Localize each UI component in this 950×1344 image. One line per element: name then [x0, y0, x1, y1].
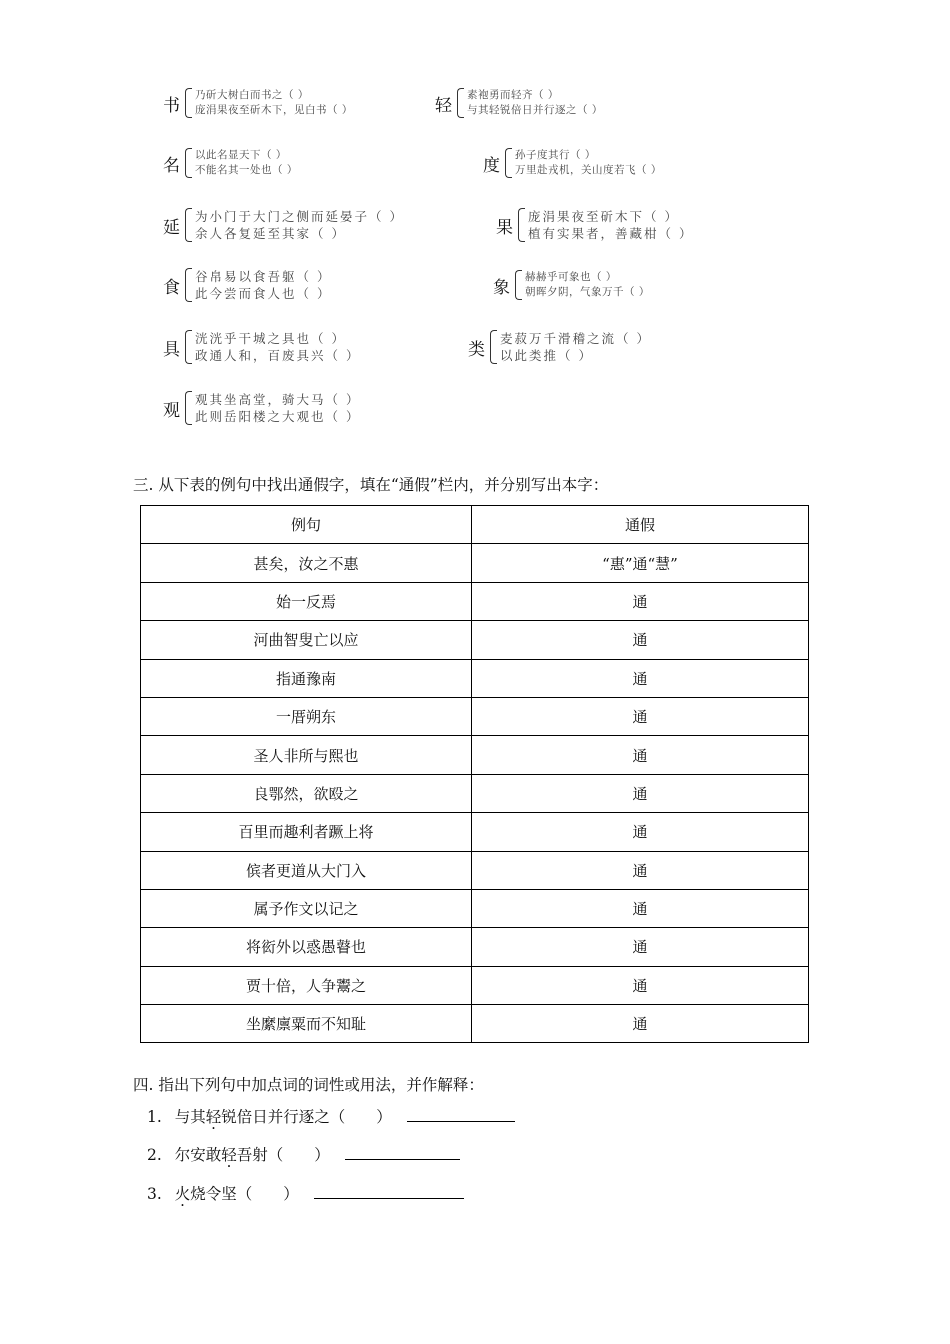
table-row	[141, 774, 809, 812]
question-2	[147, 1143, 460, 1165]
brace	[185, 148, 192, 178]
example-cell: 始一反焉	[141, 582, 472, 620]
example-cell: 一厝朔东	[141, 697, 472, 735]
table-row	[141, 966, 809, 1004]
table-header-row	[141, 506, 809, 544]
entry-shu	[163, 88, 353, 118]
entry-head: 轻	[435, 95, 452, 116]
tongjia-table	[140, 505, 809, 1043]
table-row	[141, 889, 809, 927]
entry-line: 洸洸乎干城之具也（ ）	[195, 331, 346, 346]
question-text-pre: 与其	[174, 1108, 206, 1126]
answer-cell[interactable]: “惠”通“慧”	[472, 544, 809, 582]
table-row	[141, 1005, 809, 1043]
table-row	[141, 544, 809, 582]
answer-blank[interactable]	[314, 1184, 464, 1199]
question-3	[147, 1182, 464, 1204]
example-cell: 将衒外以惑愚瞽也	[141, 928, 472, 966]
example-cell: 坐縻廪粟而不知耻	[141, 1005, 472, 1043]
entry-ming	[163, 148, 298, 178]
entry-yan	[163, 208, 404, 242]
question-text-pre: 尔安敢	[174, 1146, 222, 1164]
entry-lei	[468, 330, 651, 364]
answer-cell[interactable]: 通	[472, 659, 809, 697]
entry-shi	[163, 268, 331, 302]
entry-line: 与其轻锐倍日并行逐之（ ）	[467, 104, 603, 116]
answer-cell[interactable]: 通	[472, 621, 809, 659]
entry-line: 此今尝而食人也（ ）	[195, 286, 332, 301]
answer-blank[interactable]	[345, 1145, 460, 1160]
answer-cell[interactable]: 通	[472, 774, 809, 812]
question-number: 2.	[147, 1146, 162, 1164]
entry-line: 不能名其一处也（ ）	[195, 164, 298, 176]
entry-line: 庞涓果夜至斫木下（ ）	[528, 209, 679, 224]
entry-line: 政通人和，百废具兴（ ）	[195, 348, 361, 363]
entry-line: 素袍勇而轻齐（ ）	[467, 89, 559, 101]
example-cell: 指通豫南	[141, 659, 472, 697]
entry-guan	[163, 391, 360, 425]
entry-head: 果	[496, 217, 513, 238]
entry-line: 麦菽万千滑稽之流（ ）	[500, 331, 651, 346]
entry-line: 乃斫大树白而书之（ ）	[195, 89, 309, 101]
example-cell: 圣人非所与熙也	[141, 736, 472, 774]
entry-line: 以此类推（ ）	[500, 348, 593, 363]
entry-head: 度	[483, 155, 500, 176]
example-cell: 河曲智叟亡以应	[141, 621, 472, 659]
brace	[457, 88, 464, 118]
brace	[518, 208, 525, 242]
entry-du	[483, 148, 662, 178]
table-row	[141, 851, 809, 889]
entry-line: 朝晖夕阴，气象万千（ ）	[525, 286, 650, 298]
question-text-post: 吾射（ ）	[236, 1146, 330, 1164]
entry-line: 孙子度其行（ ）	[515, 149, 596, 161]
table-row	[141, 582, 809, 620]
entry-line: 余人各复延至其家（ ）	[195, 226, 346, 241]
answer-cell[interactable]: 通	[472, 851, 809, 889]
answer-cell[interactable]: 通	[472, 966, 809, 1004]
example-cell: 甚矣，汝之不惠	[141, 544, 472, 582]
dotted-word: 火	[174, 1185, 191, 1203]
entry-line: 庞涓果夜至斫木下，见白书（ ）	[195, 104, 353, 116]
table-row	[141, 659, 809, 697]
brace	[185, 330, 192, 364]
entry-line: 此则岳阳楼之大观也（ ）	[195, 409, 361, 424]
example-cell: 傧者更道从大门入	[141, 851, 472, 889]
brace	[505, 148, 512, 178]
entry-line: 以此名显天下（ ）	[195, 149, 287, 161]
entry-guo	[496, 208, 693, 242]
entry-line: 观其坐高堂，骑大马（ ）	[195, 392, 361, 407]
example-cell: 属予作文以记之	[141, 889, 472, 927]
table-header-cell: 通假	[472, 506, 809, 544]
question-1	[147, 1105, 515, 1127]
brace	[185, 88, 192, 118]
dotted-word: 轻	[205, 1108, 222, 1126]
entry-xiang	[493, 270, 650, 300]
answer-cell[interactable]: 通	[472, 736, 809, 774]
example-cell: 良鄂然，欲殴之	[141, 774, 472, 812]
table-row	[141, 621, 809, 659]
entry-ju	[163, 330, 360, 364]
question-text-post: 烧令坚（ ）	[190, 1185, 299, 1203]
entry-line: 为小门于大门之侧而延晏子（ ）	[195, 209, 404, 224]
table-row	[141, 928, 809, 966]
table-row	[141, 697, 809, 735]
entry-head: 延	[163, 217, 180, 238]
answer-cell[interactable]: 通	[472, 582, 809, 620]
brace	[185, 391, 192, 425]
entry-line: 谷帛易以食吾躯（ ）	[195, 269, 332, 284]
question-number: 1.	[147, 1108, 162, 1126]
entry-qing	[435, 88, 603, 118]
example-cell: 百里而趣利者蹶上将	[141, 813, 472, 851]
table-header-cell: 例句	[141, 506, 472, 544]
answer-cell[interactable]: 通	[472, 1005, 809, 1043]
answer-cell[interactable]: 通	[472, 928, 809, 966]
answer-cell[interactable]: 通	[472, 813, 809, 851]
question-number: 3.	[147, 1185, 162, 1203]
entry-head: 食	[163, 277, 180, 298]
entry-head: 象	[493, 277, 510, 298]
table-row	[141, 736, 809, 774]
entry-head: 名	[163, 155, 180, 176]
answer-cell[interactable]: 通	[472, 697, 809, 735]
brace	[515, 270, 522, 300]
entry-line: 万里赴戎机，关山度若飞（ ）	[515, 164, 662, 176]
table-row	[141, 813, 809, 851]
entry-head: 具	[163, 339, 180, 360]
entry-head: 观	[163, 400, 180, 421]
example-cell: 贾十倍，人争鬻之	[141, 966, 472, 1004]
entry-line: 赫赫乎可象也（ ）	[525, 271, 617, 283]
entry-head: 书	[163, 95, 180, 116]
section-4-title: 四. 指出下列句中加点词的词性或用法，并作解释：	[133, 1076, 484, 1094]
entry-line: 植有实果者，善藏柑（ ）	[528, 226, 694, 241]
answer-cell[interactable]: 通	[472, 889, 809, 927]
brace	[185, 208, 192, 242]
answer-blank[interactable]	[407, 1107, 515, 1122]
brace	[185, 268, 192, 302]
entry-head: 类	[468, 339, 485, 360]
brace	[490, 330, 497, 364]
dotted-word: 轻	[221, 1146, 237, 1164]
section-3-title: 三. 从下表的例句中找出通假字，填在“通假”栏内，并分别写出本字：	[133, 476, 609, 494]
question-text-post: 锐倍日并行逐之（ ）	[221, 1108, 392, 1126]
